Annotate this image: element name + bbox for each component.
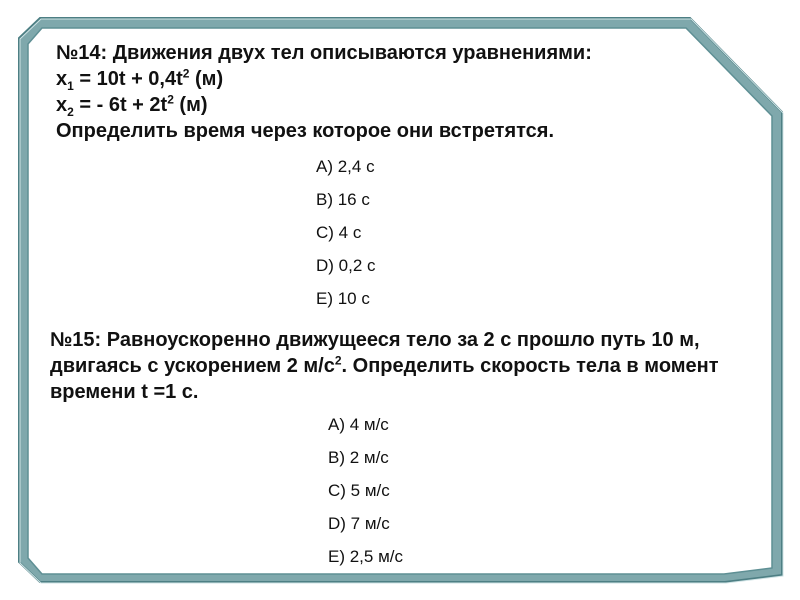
question-14-task: Определить время через которое они встретятся. [56,120,555,142]
option-e[interactable]: E) 10 с [316,289,370,308]
question-14 [56,40,756,144]
equation-x2: $x_2$ = - $6t + 2t^2$ (м) [56,92,208,119]
option-c[interactable]: C) 4 с [316,223,362,242]
question-14-options [316,150,376,315]
option-e[interactable]: E) 2,5 м/с [328,547,403,566]
option-d[interactable]: D) 7 м/с [328,514,390,533]
option-a[interactable]: A) 2,4 с [316,157,375,176]
option-b[interactable]: B) 16 с [316,190,370,209]
option-c[interactable]: C) 5 м/с [328,481,390,500]
option-a[interactable]: A) 4 м/с [328,415,389,434]
question-15: №15: Равноускоренно движущееся тело за 2 с прошло путь 10 м, двигаясь с ускорением 2 $м/с^2$. Определить скорость тела в момент времени t =1 с. [50,329,719,403]
question-15-options [328,408,403,573]
equation-x1: $x_1 = 10t + 0,4t^2$ (м) [56,66,224,93]
option-b[interactable]: B) 2 м/с [328,448,389,467]
question-14-title: №14: Движения двух тел описываются уравнениями: [56,42,592,64]
option-d[interactable]: D) 0,2 с [316,256,376,275]
